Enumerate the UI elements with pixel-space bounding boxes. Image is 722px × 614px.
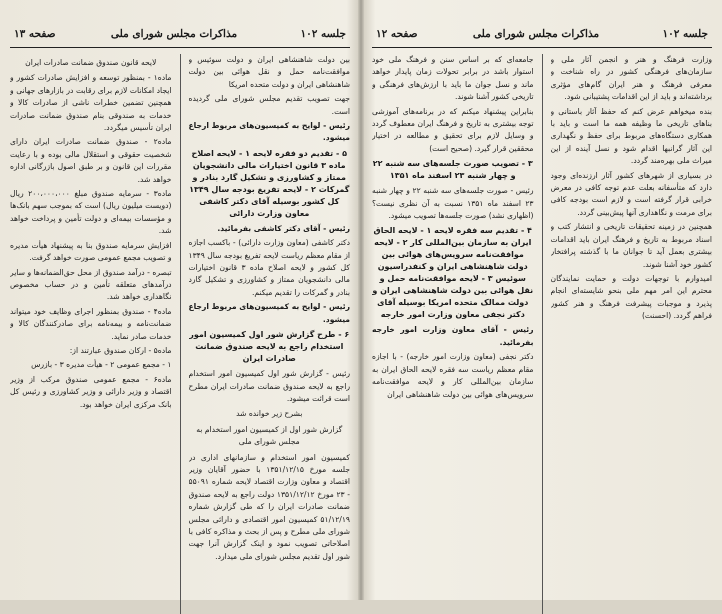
left-session-label: جلسه ۱۰۲ xyxy=(300,28,346,40)
paragraph: امیدوارم با توجهات دولت و حمایت نمایندگان محترم این امر مهم ملی بنحو شایسته‌ای انجام پذیرد و موجبات پیشرفت فرهنگ و هنر کشور فراهم گردد. (احسنت) xyxy=(550,273,712,321)
speaker-paragraph: رئیس - لوایح به کمیسیون‌های مربوط ارجاع میشود. xyxy=(188,302,350,324)
paragraph: جهت تصویب تقدیم مجلس شورای ملی گردیده است. xyxy=(188,94,350,116)
article: ماده۲ - صندوق ضمانت صادرات ایران دارای شخصیت حقوقی و استقلال مالی بوده و با رعایت مقررات این قانون و بر طبق اصول بازرگانی اداره خواهد شد. xyxy=(10,137,172,184)
left-page-header xyxy=(10,8,350,48)
left-page-columns xyxy=(10,54,350,614)
paragraph: همچنین در زمینه تحقیقات تاریخی و انتشار کتب و اسناد مربوط به تاریخ و فرهنگ ایران باید اقدامات بیشتری بعمل آید تا جوانان ما با گذشته پرافتخار کشور خود آشنا شوند. xyxy=(550,222,712,269)
left-page-number: صفحه ۱۳ xyxy=(14,28,56,40)
bill-title: لایحه قانون صندوق ضمانت صادرات ایران xyxy=(25,58,157,67)
right-session-label: جلسه ۱۰۲ xyxy=(662,28,708,40)
left-page-left-column xyxy=(10,54,172,614)
right-page-number: صفحه ۱۲ xyxy=(376,28,418,40)
centered-note: گزارش شور اول از کمیسیون امور استخدام به مجلس شورای ملی xyxy=(196,424,343,447)
note: تبصره - درآمد صندوق از محل حق‌الضمانه‌ها و سایر درآمدهای متعلقه تأمین و در حساب مخصوص نگاهداری خواهد شد. xyxy=(10,267,172,302)
section-heading: ۳ - تصویب صورت جلسه‌های سه شنبه ۲۲ و چهار شنبه ۲۳ اسفند ماه ۱۳۵۱ xyxy=(372,159,533,181)
left-page-right-column xyxy=(189,54,351,614)
section-heading: ۴ - تقدیم سه فقره لایحه ۱ - لایحه الحاق ایران به سازمان بین‌المللی کار ۲ - لایحه موافقت‌نامه سرویس‌های هوائی بین دولت شاهنشاهی ایران و کنفدراسیون سوئیس ۳ - لایحه موافقت‌نامه حمل و نقل هوائی بین دولت شاهنشاهی ایران و دولت ممالک متحده امریکا بوسیله آقای دکتر نجفی معاون وزارت امور خارجه xyxy=(372,226,534,320)
right-page-right-column xyxy=(551,54,713,614)
right-page-title: مذاکرات مجلس شورای ملی xyxy=(472,28,600,40)
paragraph: رئیس - صورت جلسه‌های سه شنبه ۲۲ و چهار شنبه ۲۳ اسفند ماه ۱۳۵۱ نسبت به آن نظری نیست؟ (اظهاری نشد) صورت جلسه‌ها تصویب میشود. xyxy=(372,186,534,221)
section-heading: ۵ - تقدیم دو فقره لایحه ۱ - لایحه اصلاح ماده ۳ قانون اختیارات مالی دانشجویان ممتاز و کشاورزی و تشکیل گارد بنادر و گمرکات ۲ - لایحه تفریغ بودجه سال ۱۳۴۹ کل کشور بوسیله آقای دکتر کاشفی معاون وزارت دارائی xyxy=(189,148,350,218)
speaker-paragraph: رئیس - آقای معاون وزارت امور خارجه بفرمائید. xyxy=(372,325,534,347)
paragraph: کمیسیون امور استخدام و سازمانهای اداری در جلسه مورخ ۱۳۵۱/۱۲/۱۵ با حضور آقایان وزیر اقتصاد و معاون وزارت اقتصاد لایحه شماره ۵۵۰۹۱ - ۲۳ مورخ ۱۳۵۱/۱۲/۱۲ دولت راجع به لایحه صندوق ضمانت صادرات ایران را که طی گزارش شماره ۵۱/۱۲/۱۹ کمیسیون امور اقتصادی و دارائی مجلس شورای ملی مطرح و پس از بحث و مذاکره کافی با اصلاحاتی تصویب نمود و اینک گزارش آنرا جهت شور اول تقدیم مجلس شورای ملی میدارد. xyxy=(188,452,350,561)
paragraph: رئیس - گزارش شور اول کمیسیون امور استخدام راجع به لایحه صندوق ضمانت صادرات ایران مطرح است قرائت میشود. xyxy=(188,369,350,403)
right-page-columns xyxy=(372,54,712,614)
paragraph: بنده میخواهم عرض کنم که حفظ آثار باستانی و بناهای تاریخی ما وظیفه همه ما است و باید با همکاری دستگاه‌های مربوط برای حفظ و نگهداری این آثار گرانبها اقدام شود و نسل آینده از این میراث ملی بهره‌مند گردد. xyxy=(550,106,712,166)
right-page-left-column xyxy=(372,54,534,614)
paragraph: بین دولت شاهنشاهی ایران و دولت سوئیس و موافقت‌نامه حمل و نقل هوائی بین دولت شاهنشاهی ایران و دولت متحده امریکا xyxy=(188,55,350,89)
article: ماده۳ - سرمایه صندوق مبلغ ۲۰۰،۰۰۰،۰۰۰ ریال (دویست میلیون ریال) است که بموجب سهم بانک‌ها و مؤسسات بیمه‌ای و دولت تأمین و پرداخت خواهد شد. xyxy=(10,189,172,236)
paragraph: ۱ - مجمع عمومی ۲ - هیأت مدیره ۳ - بازرس xyxy=(31,360,172,370)
paragraph: بنابراین پیشنهاد میکنم که در برنامه‌های آموزشی توجه بیشتری به تاریخ و فرهنگ ایران معطوف گردد و وسایل لازم برای تحقیق و مطالعه در اختیار محققین قرار گیرد. (صحیح است) xyxy=(372,106,534,153)
article: ماده۵ - ارکان صندوق عبارتند از: xyxy=(69,345,172,355)
paragraph: افزایش سرمایه صندوق بنا به پیشنهاد هیأت مدیره و تصویب مجمع عمومی صورت خواهد گرفت. xyxy=(10,240,172,263)
column-divider xyxy=(180,54,181,614)
right-page xyxy=(362,0,722,600)
left-page xyxy=(0,0,360,600)
speaker-paragraph: رئیس - لوایح به کمیسیون‌های مربوط ارجاع میشود. xyxy=(188,121,350,143)
paragraph: در بسیاری از شهرهای کشور آثار ارزنده‌ای وجود دارد که متأسفانه بعلت عدم توجه کافی در معرض خرابی قرار گرفته است و لازم است بودجه کافی برای مرمت و نگاهداری آنها پیش‌بینی گردد. xyxy=(550,170,712,217)
speaker-paragraph: رئیس - آقای دکتر کاشفی بفرمائید. xyxy=(217,223,350,233)
article: ماده۱ - بمنظور توسعه و افزایش صادرات کشور و ایجاد امکانات لازم برای رقابت در بازارهای جهانی و همچنین تضمین خطرات ناشی از صادرات کالا و خدمات به صندوقی بنام صندوق ضمانت صادرات ایران تأسیس میگردد. xyxy=(10,73,172,133)
section-heading: ۶ - طرح گزارش شور اول کمیسیون امور استخدام راجع به لایحه صندوق ضمانت صادرات ایران xyxy=(189,330,350,364)
paragraph: جامعه‌ای که بر اساس سنن و فرهنگ ملی خود استوار باشد در برابر تحولات زمان پایدار خواهد ماند و نسل جوان ما باید با ارزش‌های فرهنگی و تاریخی کشور آشنا شوند. xyxy=(372,55,534,102)
right-page-header xyxy=(372,8,712,48)
article: ماده۴ - صندوق بمنظور اجرای وظایف خود میتواند ضمانت‌نامه و بیمه‌نامه برای صادرکنندگان کالا و خدمات صادر نماید. xyxy=(10,306,172,341)
paragraph: دکتر نجفی (معاون وزارت امور خارجه) - با اجازه مقام معظم ریاست سه فقره لایحه الحاق ایران به سازمان بین‌المللی کار و لایحه موافقت‌نامه سرویس‌های هوائی بین دولت شاهنشاهی ایران xyxy=(372,352,534,399)
left-page-title: مذاکرات مجلس شورای ملی xyxy=(110,28,238,40)
paragraph: دکتر کاشفی (معاون وزارت دارائی) - باکسب اجازه از مقام معظم ریاست لایحه تفریغ بودجه سال ۱۳۴۹ کل کشور و لایحه اصلاح ماده ۳ قانون اختیارات مالی دانشجویان ممتاز و کشاورزی و تشکیل گارد بنادر و گمرکات را تقدیم میکنم. xyxy=(188,238,350,297)
column-divider xyxy=(542,54,543,614)
centered-note: بشرح زیر خوانده شد xyxy=(236,409,303,419)
paragraph: وزارت فرهنگ و هنر و انجمن آثار ملی و سازمان‌های فرهنگی کشور در راه شناخت و معرفی فرهنگ و هنر ایران گام‌های مؤثری برداشته‌اند و باید از این اقدامات پشتیبانی شود. xyxy=(550,55,712,102)
article: ماده۶ - مجمع عمومی صندوق مرکب از وزیر اقتصاد و وزیر دارائی و وزیر کشاورزی و رئیس کل بانک مرکزی ایران خواهد بود. xyxy=(10,374,172,409)
